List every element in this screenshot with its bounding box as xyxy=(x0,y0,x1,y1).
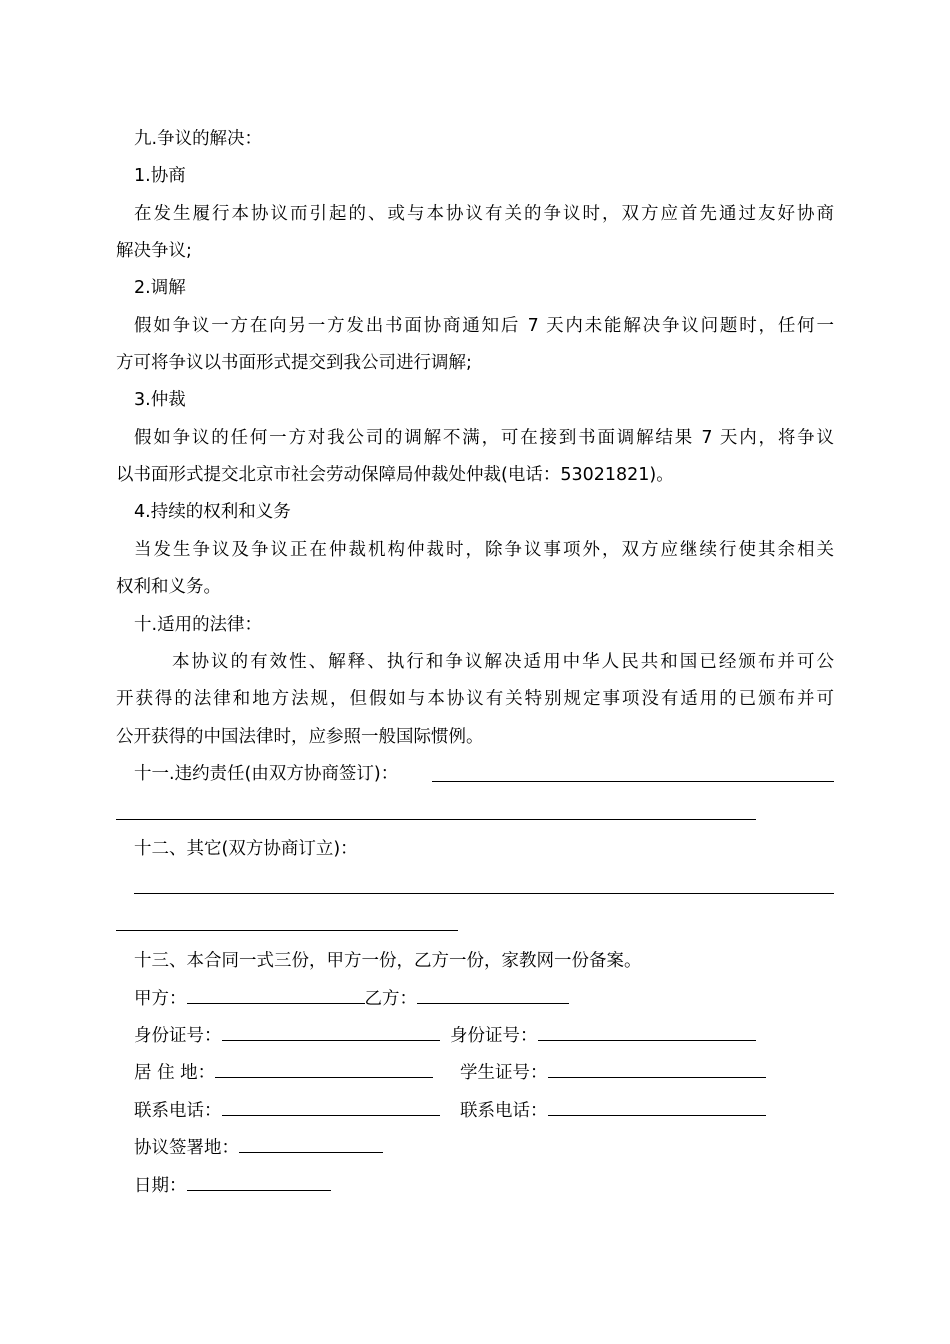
residence-row xyxy=(134,1061,433,1084)
other-terms-blank-line-2[interactable] xyxy=(116,930,458,931)
breach-terms-blank-line-2[interactable] xyxy=(116,819,756,820)
date-label: 日期： xyxy=(134,1176,187,1196)
section-9-item-1-title: 1.协商 xyxy=(134,166,186,186)
phone-b-blank[interactable] xyxy=(548,1099,766,1116)
residence-blank[interactable] xyxy=(215,1061,433,1078)
section-9-item-3-line-1: 假如争议的任何一方对我公司的调解不满，可在接到书面调解结果 7 天内，将争议 xyxy=(134,428,834,448)
signing-place-row xyxy=(134,1136,383,1159)
date-row xyxy=(134,1174,331,1197)
section-9-item-4-line-2: 权利和义务。 xyxy=(116,577,221,597)
student-id-blank[interactable] xyxy=(548,1061,766,1078)
party-a-row xyxy=(134,987,569,1010)
section-11-heading: 十一.违约责任(由双方协商签订)： xyxy=(134,764,399,784)
party-a-label: 甲方： xyxy=(134,989,187,1009)
party-a-blank[interactable] xyxy=(187,987,365,1004)
section-9-item-2-line-1: 假如争议一方在向另一方发出书面协商通知后 7 天内未能解决争议问题时，任何一 xyxy=(134,316,834,336)
section-9-item-2-line-2: 方可将争议以书面形式提交到我公司进行调解; xyxy=(116,353,472,373)
id-number-b-blank[interactable] xyxy=(538,1024,756,1041)
student-id-row xyxy=(460,1061,766,1084)
section-9-item-3-title: 3.仲裁 xyxy=(134,390,186,410)
section-9-item-2-title: 2.调解 xyxy=(134,278,186,298)
id-row-b xyxy=(450,1024,756,1047)
section-10-line-2: 开获得的法律和地方法规，但假如与本协议有关特别规定事项没有适用的已颁布并可 xyxy=(116,689,834,709)
section-13-heading: 十三、本合同一式三份，甲方一份，乙方一份，家教网一份备案。 xyxy=(134,951,642,971)
section-9-item-4-line-1: 当发生争议及争议正在仲裁机构仲裁时，除争议事项外，双方应继续行使其余相关 xyxy=(134,540,834,560)
section-10-line-3: 公开获得的中国法律时，应参照一般国际惯例。 xyxy=(116,727,484,747)
signing-place-label: 协议签署地： xyxy=(134,1138,239,1158)
phone-row-b xyxy=(460,1099,766,1122)
date-blank[interactable] xyxy=(187,1174,331,1191)
section-9-item-1-line-2: 解决争议; xyxy=(116,241,192,261)
phone-row-a xyxy=(134,1099,440,1122)
other-terms-blank-line-1[interactable] xyxy=(134,893,834,894)
phone-a-blank[interactable] xyxy=(222,1099,440,1116)
section-9-item-1-line-1: 在发生履行本协议而引起的、或与本协议有关的争议时，双方应首先通过友好协商 xyxy=(134,204,834,224)
section-10-heading: 十.适用的法律： xyxy=(134,615,263,635)
id-row-a xyxy=(134,1024,440,1047)
breach-terms-blank-line-1[interactable] xyxy=(432,781,834,782)
phone-b-label: 联系电话： xyxy=(460,1101,548,1121)
student-id-label: 学生证号： xyxy=(460,1063,548,1083)
residence-label: 居 住 地： xyxy=(134,1063,216,1083)
section-12-heading: 十二、其它(双方协商订立)： xyxy=(134,839,358,859)
id-number-b-label: 身份证号： xyxy=(450,1026,538,1046)
section-9-heading: 九.争议的解决： xyxy=(134,129,263,149)
section-10-line-1: 本协议的有效性、解释、执行和争议解决适用中华人民共和国已经颁布并可公 xyxy=(172,652,834,672)
section-9-item-4-title: 4.持续的权利和义务 xyxy=(134,502,291,522)
id-number-a-blank[interactable] xyxy=(222,1024,440,1041)
party-b-label: 乙方： xyxy=(364,989,417,1009)
section-9-item-3-line-2: 以书面形式提交北京市社会劳动保障局仲裁处仲裁(电话：53021821)。 xyxy=(116,465,674,485)
party-b-blank[interactable] xyxy=(417,987,569,1004)
signing-place-blank[interactable] xyxy=(239,1136,383,1153)
phone-a-label: 联系电话： xyxy=(134,1101,222,1121)
id-number-a-label: 身份证号： xyxy=(134,1026,222,1046)
